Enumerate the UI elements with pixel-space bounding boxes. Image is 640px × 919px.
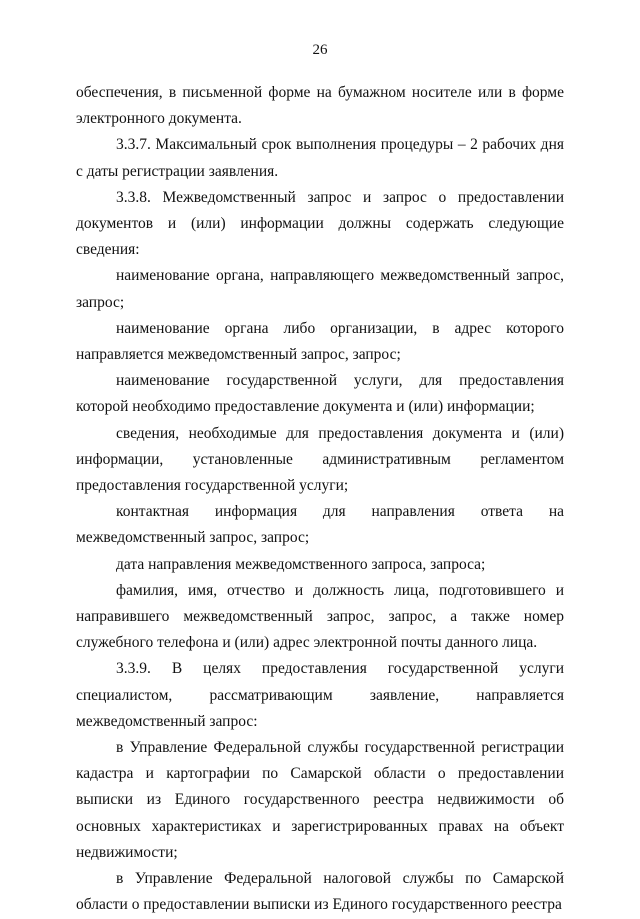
paragraph: контактная информация для направления ответа на межведомственный запрос, запрос; xyxy=(76,503,564,547)
paragraph: в Управление Федеральной службы государственной регистрации кадастра и картографии по Самарской области о предоставлении выписки из Единого государственного реестра недвижимости об основных характеристиках и зарегистрированных правах на объект недвижимости; xyxy=(76,739,564,861)
paragraph: обеспечения, в письменной форме на бумажном носителе или в форме электронного документа. xyxy=(76,84,564,128)
paragraph: 3.3.8. Межведомственный запрос и запрос о предоставлении документов и (или) информации должны содержать следующие сведения: xyxy=(76,188,564,259)
paragraph: дата направления межведомственного запроса, запроса; xyxy=(116,555,486,573)
paragraph: в Управление Федеральной налоговой службы по Самарской области о предоставлении выписки из Единого государственного реестра xyxy=(76,870,564,914)
paragraph: 3.3.7. Максимальный срок выполнения процедуры – 2 рабочих дня с даты регистрации заявления. xyxy=(76,136,564,180)
paragraph: сведения, необходимые для предоставления документа и (или) информации, установленные административным регламентом предоставления государственной услуги; xyxy=(76,424,564,495)
paragraph: наименование государственной услуги, для предоставления которой необходимо предоставление документа и (или) информации; xyxy=(76,372,564,416)
paragraph: наименование органа либо организации, в адрес которого направляется межведомственный запрос, запрос; xyxy=(76,319,564,364)
body-text xyxy=(76,80,564,919)
paragraph: фамилия, имя, отчество и должность лица, подготовившего и направившего межведомственный запрос, запрос, а также номер служебного телефона и (или) адрес электронной почты данного лица. xyxy=(76,581,564,652)
paragraph: наименование органа, направляющего межведомственный запрос, запрос; xyxy=(76,267,564,311)
page-number: 26 xyxy=(312,42,328,58)
paragraph: 3.3.9. В целях предоставления государственной услуги специалистом, рассматривающим заявление, направляется межведомственный запрос: xyxy=(76,660,564,730)
